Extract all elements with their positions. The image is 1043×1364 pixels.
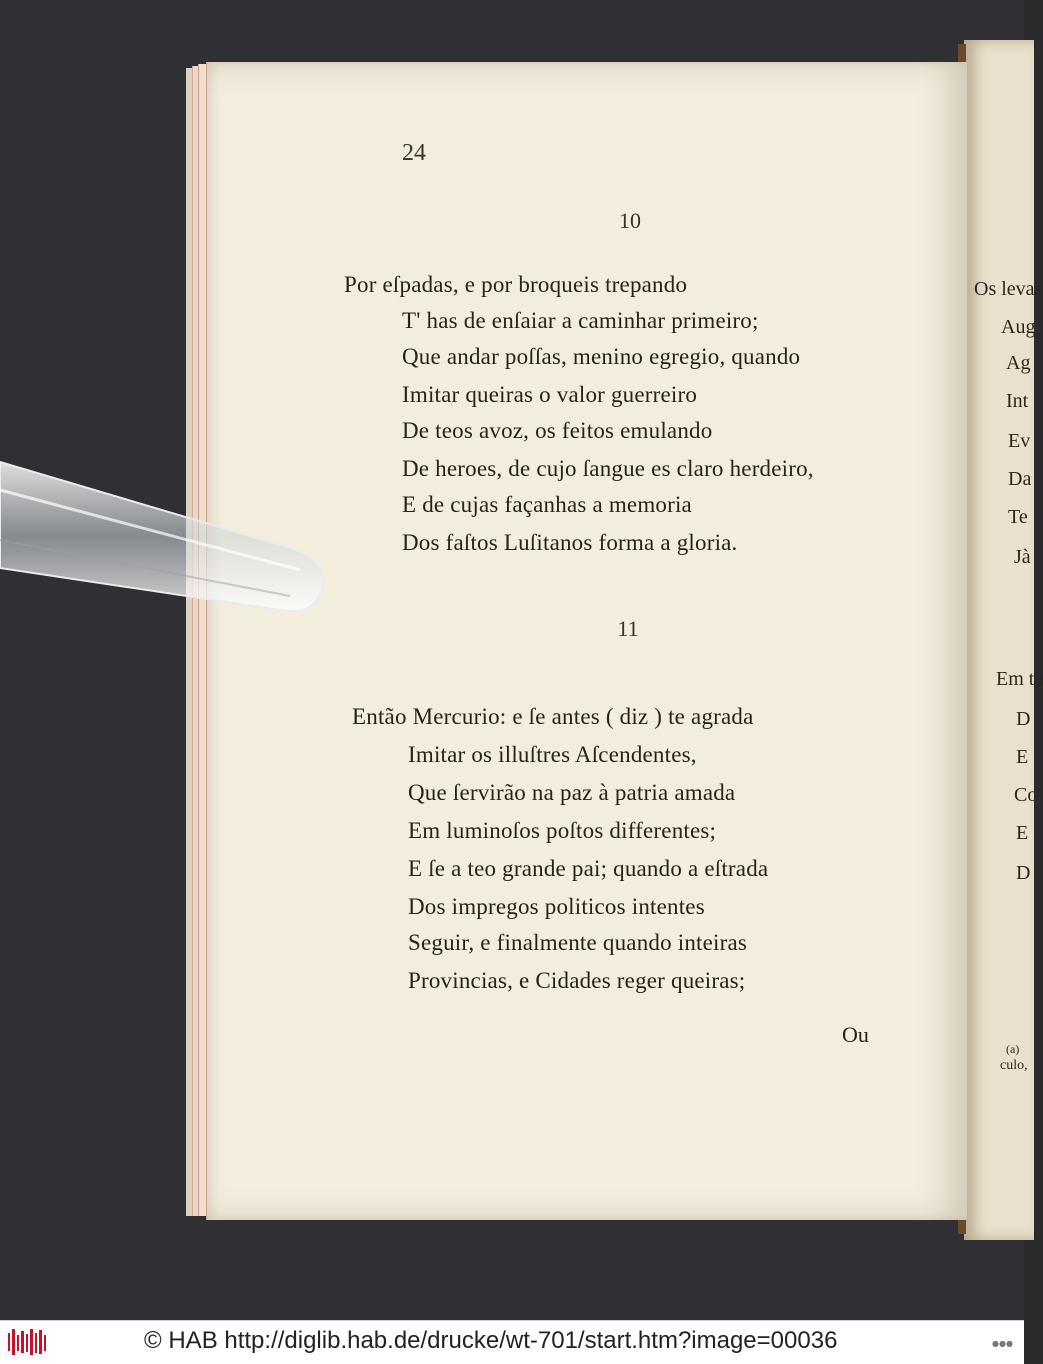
facing-page-fragment: D <box>1016 862 1031 884</box>
verse-line: Que ſervirão na paz à patria amada <box>408 780 736 805</box>
stanza-number: 10 <box>619 208 641 233</box>
verse-line: E ſe a teo grande pai; quando a eſtrada <box>408 856 769 881</box>
facing-page-fragment: E <box>1016 822 1029 844</box>
facing-page-fragment: Aug <box>1001 316 1036 338</box>
verse-line: Imitar queiras o valor guerreiro <box>402 382 698 407</box>
page-holder-clip <box>0 440 340 640</box>
facing-page-fragment: Em ta <box>996 668 1043 690</box>
facing-page-fragment: Os levar <box>974 278 1042 300</box>
verse-line: Então Mercurio: e ſe antes ( diz ) te agrada <box>352 704 754 729</box>
verse-line: Dos impregos politicos intentes <box>408 894 705 919</box>
verse-line: Em luminoſos poſtos differentes; <box>408 818 717 843</box>
verse-line: De heroes, de cujo ſangue es claro herdeiro, <box>402 456 814 481</box>
facing-page-fragment: Ev <box>1008 430 1031 452</box>
facing-page-fragment: Jà <box>1014 546 1031 568</box>
verse-line: Imitar os illuſtres Aſcendentes, <box>408 742 697 767</box>
verse-line: Seguir, e finalmente quando inteiras <box>408 930 748 955</box>
dots-icon[interactable]: ●●● <box>992 1339 1013 1348</box>
page-number: 24 <box>402 140 426 166</box>
copyright-url: © HAB http://diglib.hab.de/drucke/wt-701/start.htm?image=00036 <box>144 1327 838 1354</box>
verse-line: Que andar poſſas, menino egregio, quando <box>402 344 801 369</box>
facing-page <box>964 40 1043 1240</box>
verse-line: E de cujas façanhas a memoria <box>402 492 692 517</box>
stanza-number: 11 <box>617 616 639 641</box>
verse-line: Dos faſtos Luſitanos forma a gloria. <box>402 530 738 555</box>
facing-page-fragment: Ag <box>1006 352 1031 374</box>
verse-line: Por eſpadas, e por broqueis trepando <box>344 272 688 297</box>
verse-line: De teos avoz, os feitos emulando <box>402 418 713 443</box>
facing-page-fragment: Co <box>1014 784 1038 806</box>
catchword: Ou <box>842 1022 869 1047</box>
facing-page-fragment: D <box>1016 708 1031 730</box>
facing-page-fragment: Da <box>1008 468 1032 490</box>
facing-page-fragment: Te <box>1008 506 1028 528</box>
facing-page-fragment: culo, <box>1000 1058 1028 1073</box>
facing-page-fragment: E <box>1016 746 1029 768</box>
footer-bar <box>0 1320 1024 1364</box>
verse-line: Provincias, e Cidades reger queiras; <box>408 968 746 993</box>
verse-line: T' has de enſaiar a caminhar primeiro; <box>402 308 759 333</box>
hab-barcode-logo-icon <box>8 1329 48 1355</box>
facing-page-fragment: (a) <box>1006 1042 1020 1056</box>
facing-page-fragment: Int <box>1006 390 1029 412</box>
